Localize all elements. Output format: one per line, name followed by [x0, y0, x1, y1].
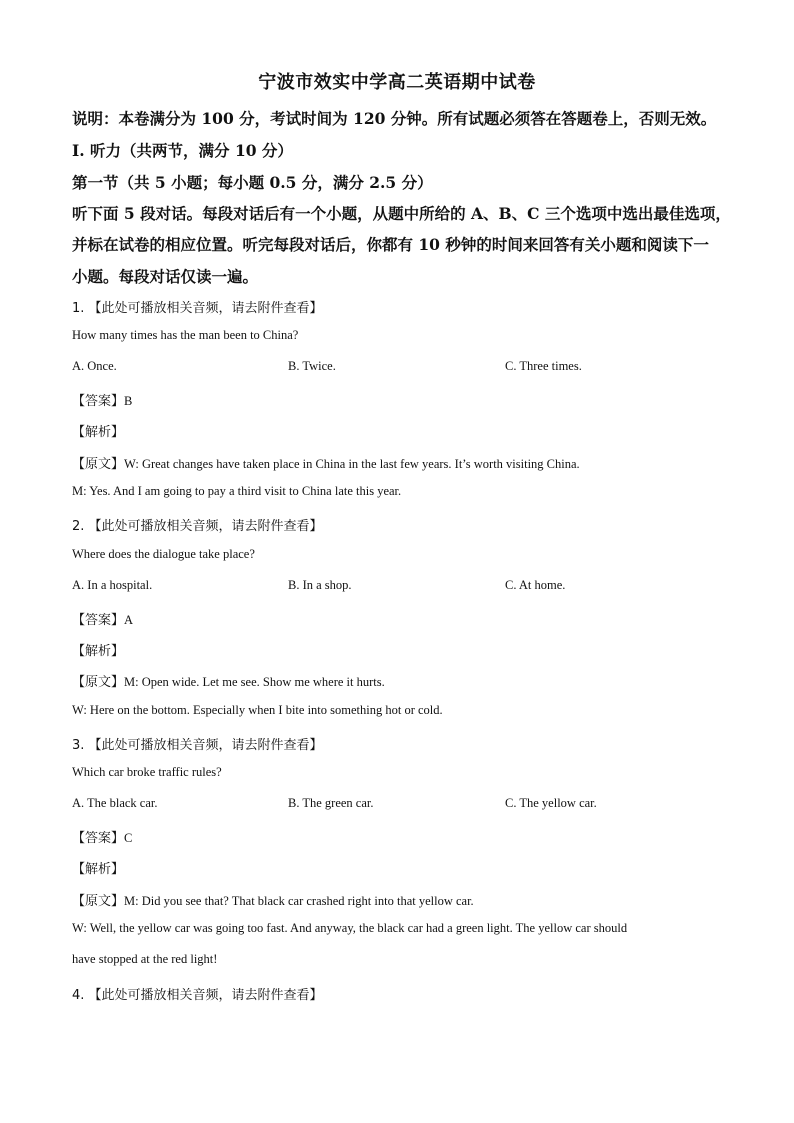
- transcript-text: W: Great changes have taken place in China in the last few years. It’s worth visiting China.: [124, 457, 580, 471]
- transcript-1-line-2: M: Yes. And I am going to pay a third visit to China late this year.: [72, 484, 402, 498]
- transcript-3-line-1: [72, 890, 734, 909]
- audio-link-4[interactable]: 4. 【此处可播放相关音频，请去附件查看】: [72, 988, 323, 1003]
- original-label: 【原文】: [72, 675, 125, 690]
- option-c-2: C. At home.: [505, 578, 566, 592]
- option-a-1: A. Once.: [72, 359, 117, 373]
- answer-label: 【答案】: [72, 831, 125, 846]
- answer-value: B: [124, 394, 133, 408]
- instructions-line-3: 小题。每段对话仅读一遍。: [72, 267, 259, 286]
- answer-label: 【答案】: [72, 613, 125, 628]
- transcript-2-line-2: W: Here on the bottom. Especially when I bite into something hot or cold.: [72, 703, 443, 717]
- question-text-2: Where does the dialogue take place?: [72, 547, 255, 561]
- page-title: 宁波市效实中学高二英语期中试卷: [258, 72, 536, 93]
- instructions-line-1: 听下面 5 段对话。每段对话后有一个小题，从题中所给的 A、B、C 三个选项中选出最佳选项，: [72, 204, 731, 223]
- answer-value: C: [124, 831, 133, 845]
- analysis-label-2: 【解析】: [72, 644, 125, 659]
- transcript-text: M: Did you see that? That black car crashed right into that yellow car.: [124, 894, 474, 908]
- transcript-1-line-1: [72, 453, 734, 472]
- part-heading: I. 听力（共两节，满分 10 分）: [72, 141, 293, 160]
- answer-row-3: [72, 827, 734, 846]
- option-c-3: C. The yellow car.: [505, 796, 597, 810]
- analysis-label-3: 【解析】: [72, 862, 125, 877]
- transcript-2-line-1: [72, 671, 734, 690]
- option-b-3: B. The green car.: [288, 796, 374, 810]
- answer-row-1: [72, 390, 734, 409]
- audio-link-1[interactable]: 1. 【此处可播放相关音频，请去附件查看】: [72, 301, 323, 316]
- answer-row-2: [72, 609, 734, 628]
- audio-link-3[interactable]: 3. 【此处可播放相关音频，请去附件查看】: [72, 738, 323, 753]
- exam-note: 说明：本卷满分为 100 分，考试时间为 120 分钟。所有试题必须答在答题卷上，否则无效。: [72, 109, 717, 128]
- transcript-3-line-3: have stopped at the red light!: [72, 952, 218, 966]
- transcript-text: M: Open wide. Let me see. Show me where it hurts.: [124, 675, 385, 689]
- audio-link-2[interactable]: 2. 【此处可播放相关音频，请去附件查看】: [72, 519, 323, 534]
- answer-value: A: [124, 613, 134, 627]
- option-c-1: C. Three times.: [505, 359, 582, 373]
- option-b-1: B. Twice.: [288, 359, 336, 373]
- option-b-2: B. In a shop.: [288, 578, 352, 592]
- question-text-3: Which car broke traffic rules?: [72, 765, 222, 779]
- answer-label: 【答案】: [72, 394, 125, 409]
- question-text-1: How many times has the man been to China?: [72, 328, 299, 342]
- transcript-3-line-2: W: Well, the yellow car was going too fast. And anyway, the black car had a green light. The yellow car should: [72, 921, 628, 935]
- original-label: 【原文】: [72, 457, 125, 472]
- original-label: 【原文】: [72, 894, 125, 909]
- option-a-3: A. The black car.: [72, 796, 158, 810]
- section-heading: 第一节（共 5 小题；每小题 0.5 分，满分 2.5 分）: [72, 173, 433, 192]
- instructions-line-2: 并标在试卷的相应位置。听完每段对话后，你都有 10 秒钟的时间来回答有关小题和阅读下一: [72, 235, 709, 254]
- option-a-2: A. In a hospital.: [72, 578, 153, 592]
- analysis-label-1: 【解析】: [72, 425, 125, 440]
